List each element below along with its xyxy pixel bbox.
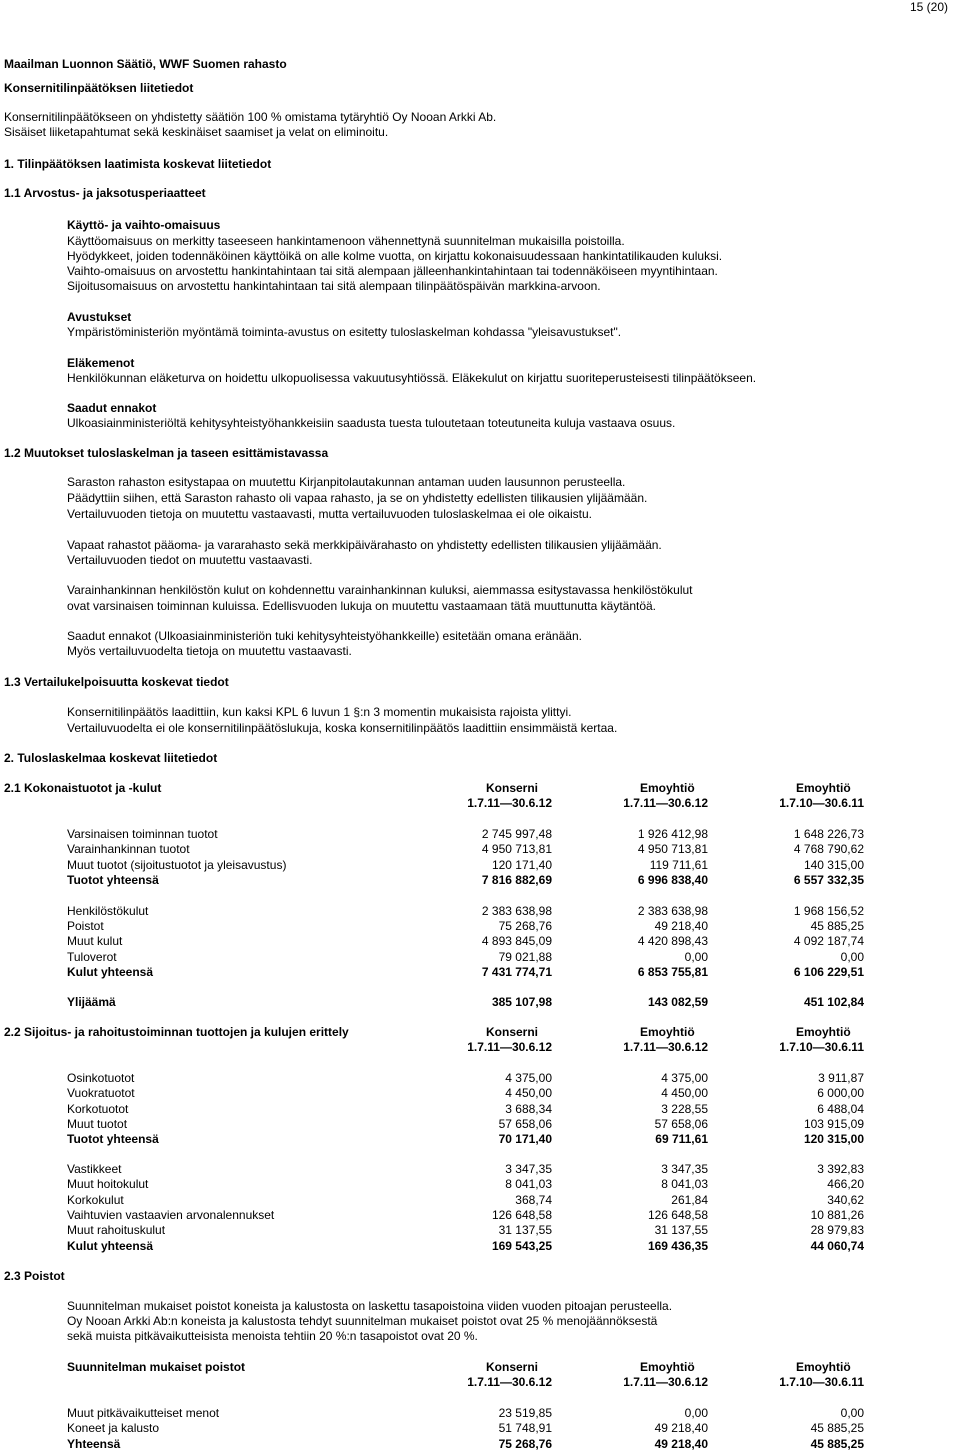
table-row-label: Vaihtuvien vastaavien arvonalennukset bbox=[67, 1207, 275, 1222]
table-row-label: Muut pitkävaikutteiset menot bbox=[67, 1406, 220, 1420]
table-cell-value: 31 137,55 bbox=[498, 1223, 552, 1238]
subheading-grants: Avustukset bbox=[67, 310, 132, 324]
paragraph-line: Sijoitusomaisuus on arvostettu hankintahintaan tai sitä alempaan tilinpäätöspäivän markkina-arvoon. bbox=[67, 279, 601, 293]
column-header: Konserni bbox=[486, 1360, 539, 1374]
table-row-label: Koneet ja kalusto bbox=[67, 1421, 160, 1436]
table-cell-value: 6 106 229,51 bbox=[793, 964, 864, 979]
table-row-label: Tuotot yhteensä bbox=[67, 1132, 159, 1147]
table-cell-value: 57 658,06 bbox=[654, 1116, 708, 1131]
table-cell-value: 4 420 898,43 bbox=[637, 934, 708, 949]
table-cell-value: 6 853 755,81 bbox=[637, 964, 708, 979]
table-cell-value: 126 648,58 bbox=[491, 1207, 552, 1222]
column-period: 1.7.10—30.6.11 bbox=[779, 796, 864, 810]
table-cell-value: 6 000,00 bbox=[817, 1086, 864, 1101]
table-cell-value: 57 658,06 bbox=[498, 1116, 552, 1131]
table-row-label: Yhteensä bbox=[67, 1436, 121, 1451]
table-cell-value: 4 450,00 bbox=[505, 1086, 552, 1101]
section-1-1-title: 1.1 Arvostus- ja jaksotusperiaatteet bbox=[4, 186, 206, 200]
paragraph-line: Ympäristöministeriön myöntämä toiminta-avustus on esitetty tuloslaskelman kohdassa "yleisavustukset". bbox=[67, 325, 622, 339]
column-header: Konserni bbox=[486, 1025, 539, 1039]
table-cell-value: 0,00 bbox=[840, 949, 864, 964]
column-period: 1.7.11—30.6.12 bbox=[467, 1040, 552, 1054]
table-cell-value: 3 392,83 bbox=[817, 1162, 864, 1176]
table-cell-value: 119 711,61 bbox=[649, 857, 708, 872]
paragraph-line: Päädyttiin siihen, että Saraston rahasto oli vapaa rahasto, ja se on yhdistetty edellisten tilikausien ylijäämään. bbox=[67, 491, 648, 505]
table-row-label: Kulut yhteensä bbox=[67, 1238, 154, 1253]
subheading-fixed-assets: Käyttö- ja vaihto-omaisuus bbox=[67, 218, 221, 232]
paragraph-line: Vertailuvuoden tiedot on muutettu vastaavasti. bbox=[67, 553, 313, 567]
table-cell-value: 70 171,40 bbox=[498, 1132, 552, 1147]
table-cell-value: 31 137,55 bbox=[654, 1223, 708, 1238]
table-row-label: Varsinaisen toiminnan tuotot bbox=[67, 827, 218, 841]
table-cell-value: 2 745 997,48 bbox=[481, 827, 552, 841]
section-1-2-title: 1.2 Muutokset tuloslaskelman ja taseen esittämistavassa bbox=[4, 446, 329, 460]
column-header: Emoyhtiö bbox=[640, 1025, 695, 1039]
table-cell-value: 6 996 838,40 bbox=[637, 872, 708, 887]
column-period: 1.7.11—30.6.12 bbox=[467, 796, 552, 810]
table-cell-value: 4 375,00 bbox=[505, 1071, 552, 1085]
table-cell-value: 3 228,55 bbox=[661, 1101, 708, 1116]
paragraph-line: Myös vertailuvuodelta tietoja on muutettu vastaavasti. bbox=[67, 644, 352, 658]
table-row-label: Muut tuotot (sijoitustuotot ja yleisavustus) bbox=[67, 857, 287, 872]
table-cell-value: 75 268,76 bbox=[498, 1436, 552, 1451]
section-1-title: 1. Tilinpäätöksen laatimista koskevat liitetiedot bbox=[4, 157, 272, 171]
table-cell-value: 261,84 bbox=[671, 1192, 708, 1207]
table-row-label: Muut tuotot bbox=[67, 1116, 128, 1131]
table-row-label: Korkokulut bbox=[67, 1192, 124, 1207]
paragraph-line: Vapaat rahastot pääoma- ja vararahasto sekä merkkipäivärahasto on yhdistetty edellisten tilikausien ylijäämään. bbox=[67, 538, 662, 552]
paragraph-line: Varainhankinnan henkilöstön kulut on kohdennettu varainhankinnan kuluksi, aiemmassa esitystavassa henkilöstökulut bbox=[67, 583, 693, 597]
subheading-pensions: Eläkemenot bbox=[67, 356, 135, 370]
subheading-advances: Saadut ennakot bbox=[67, 401, 157, 415]
table-cell-value: 44 060,74 bbox=[810, 1238, 864, 1253]
table-row-label: Muut rahoituskulut bbox=[67, 1223, 166, 1238]
paragraph-line: sekä muista pitkävaikutteisista menoista tehtiin 20 %:n tasapoistot ovat 20 %. bbox=[67, 1329, 478, 1343]
table-2-2-title: 2.2 Sijoitus- ja rahoitustoiminnan tuottojen ja kulujen erittely bbox=[4, 1025, 349, 1039]
table-cell-value: 7 816 882,69 bbox=[481, 872, 552, 887]
table-cell-value: 126 648,58 bbox=[647, 1207, 708, 1222]
table-cell-value: 140 315,00 bbox=[803, 857, 864, 872]
column-period: 1.7.11—30.6.12 bbox=[467, 1375, 552, 1389]
table-row-label: Henkilöstökulut bbox=[67, 904, 149, 918]
table-row-label: Tuotot yhteensä bbox=[67, 872, 159, 887]
table-row-label: Tuloverot bbox=[67, 949, 117, 964]
column-header: Emoyhtiö bbox=[796, 1025, 851, 1039]
paragraph-line: Vertailuvuodelta ei ole konsernitilinpäätöslukuja, koska konsernitilinpäätös laadittiin ensimmäistä kertaa. bbox=[67, 721, 618, 735]
table-row-label: Muut kulut bbox=[67, 934, 123, 949]
table-cell-value: 51 748,91 bbox=[498, 1421, 552, 1436]
page-number: 15 (20) bbox=[909, 0, 948, 14]
table-cell-value: 368,74 bbox=[515, 1192, 552, 1207]
paragraph-line: Saraston rahaston esitystapaa on muutettu Kirjanpitolautakunnan antaman uuden lausunnon perusteella. bbox=[67, 475, 626, 489]
table-row-label: Vuokratuotot bbox=[67, 1086, 135, 1101]
section-2-3-title: 2.3 Poistot bbox=[4, 1269, 65, 1283]
table-cell-value: 79 021,88 bbox=[498, 949, 552, 964]
table-row-label: Muut hoitokulut bbox=[67, 1177, 149, 1192]
table-cell-value: 4 893 845,09 bbox=[481, 934, 552, 949]
table-row-label: Vastikkeet bbox=[67, 1162, 122, 1176]
table-cell-value: 8 041,03 bbox=[505, 1177, 552, 1192]
table-cell-value: 6 488,04 bbox=[817, 1101, 864, 1116]
table-cell-value: 4 950 713,81 bbox=[481, 842, 552, 857]
table-cell-value: 103 915,09 bbox=[803, 1116, 864, 1131]
table-cell-value: 120 315,00 bbox=[803, 1132, 864, 1147]
paragraph-line: Suunnitelman mukaiset poistot koneista ja kalustosta on laskettu tasapoistoina viiden vuoden pitoajan perusteella. bbox=[67, 1299, 673, 1313]
table-2-1-title: 2.1 Kokonaistuotot ja -kulut bbox=[4, 781, 162, 795]
column-period: 1.7.10—30.6.11 bbox=[779, 1375, 864, 1389]
paragraph-line: Vertailuvuoden tietoja on muutettu vastaavasti, mutta vertailuvuoden tuloslaskelmaa ei ole oikaistu. bbox=[67, 507, 592, 521]
table-2-3-title: Suunnitelman mukaiset poistot bbox=[67, 1360, 246, 1374]
table-cell-value: 4 092 187,74 bbox=[793, 934, 864, 949]
column-period: 1.7.11—30.6.12 bbox=[623, 1040, 708, 1054]
intro-line: Konsernitilinpäätökseen on yhdistetty säätiön 100 % omistama tytäryhtiö Oy Nooan Arkki Ab. bbox=[4, 110, 497, 124]
table-cell-value: 3 911,87 bbox=[818, 1071, 864, 1085]
column-period: 1.7.11—30.6.12 bbox=[623, 796, 708, 810]
table-row-label: Poistot bbox=[67, 919, 104, 934]
table-row-label: Kulut yhteensä bbox=[67, 964, 154, 979]
table-cell-value: 75 268,76 bbox=[498, 919, 552, 934]
paragraph-line: Käyttöomaisuus on merkitty taseeseen hankintamenoon vähennettynä suunnitelman mukaisilla poistoilla. bbox=[67, 234, 625, 248]
table-cell-value: 28 979,83 bbox=[810, 1223, 864, 1238]
surplus-value: 385 107,98 bbox=[491, 995, 552, 1009]
table-cell-value: 3 688,34 bbox=[505, 1101, 552, 1116]
table-cell-value: 3 347,35 bbox=[661, 1162, 708, 1176]
column-period: 1.7.11—30.6.12 bbox=[623, 1375, 708, 1389]
surplus-value: 451 102,84 bbox=[803, 995, 864, 1009]
table-cell-value: 45 885,25 bbox=[810, 1421, 864, 1436]
table-cell-value: 1 968 156,52 bbox=[793, 904, 864, 918]
table-cell-value: 45 885,25 bbox=[810, 1436, 864, 1451]
column-header: Konserni bbox=[486, 781, 539, 795]
column-header: Emoyhtiö bbox=[796, 781, 851, 795]
paragraph-line: Oy Nooan Arkki Ab:n koneista ja kalustosta tehdyt suunnitelman mukaiset poistot ovat 25 % menojäännöksestä bbox=[67, 1314, 658, 1328]
table-cell-value: 45 885,25 bbox=[810, 919, 864, 934]
column-header: Emoyhtiö bbox=[640, 781, 695, 795]
table-cell-value: 120 171,40 bbox=[491, 857, 552, 872]
table-cell-value: 4 375,00 bbox=[661, 1071, 708, 1085]
table-cell-value: 6 557 332,35 bbox=[793, 872, 864, 887]
section-1-3-title: 1.3 Vertailukelpoisuutta koskevat tiedot bbox=[4, 675, 229, 689]
org-name: Maailman Luonnon Säätiö, WWF Suomen rahasto bbox=[4, 57, 287, 71]
surplus-value: 143 082,59 bbox=[647, 995, 708, 1009]
paragraph-line: ovat varsinaisen toiminnan kuluissa. Edellisvuoden lukuja on muutettu vastaamaan tätä muuttunutta käytäntöä. bbox=[67, 599, 657, 613]
surplus-label: Ylijäämä bbox=[67, 995, 116, 1009]
intro-line: Sisäiset liiketapahtumat sekä keskinäiset saamiset ja velat on eliminoitu. bbox=[4, 125, 389, 139]
table-cell-value: 7 431 774,71 bbox=[481, 964, 552, 979]
paragraph-line: Henkilökunnan eläketurva on hoidettu ulkopuolisessa vakuutusyhtiössä. Eläkekulut on kirjattu suoriteperusteisesti tilinpäätökseen. bbox=[67, 371, 757, 385]
table-cell-value: 169 543,25 bbox=[491, 1238, 552, 1253]
table-row-label: Korkotuotot bbox=[67, 1101, 129, 1116]
document-title: Konsernitilinpäätöksen liitetiedot bbox=[4, 81, 194, 95]
table-cell-value: 1 926 412,98 bbox=[637, 827, 708, 841]
section-2-title: 2. Tuloslaskelmaa koskevat liitetiedot bbox=[4, 751, 218, 765]
table-cell-value: 4 450,00 bbox=[661, 1086, 708, 1101]
table-cell-value: 340,62 bbox=[827, 1192, 864, 1207]
table-cell-value: 1 648 226,73 bbox=[793, 827, 864, 841]
table-cell-value: 49 218,40 bbox=[654, 919, 708, 934]
table-cell-value: 49 218,40 bbox=[654, 1421, 708, 1436]
table-cell-value: 0,00 bbox=[840, 1406, 864, 1420]
table-cell-value: 2 383 638,98 bbox=[637, 904, 708, 918]
table-cell-value: 466,20 bbox=[827, 1177, 864, 1192]
paragraph-line: Ulkoasiainministeriöltä kehitysyhteistyöhankkeisiin saadusta tuesta tuloutetaan toteutuneita kuluja vastaava osuus. bbox=[67, 416, 676, 430]
table-cell-value: 0,00 bbox=[684, 949, 708, 964]
table-cell-value: 0,00 bbox=[684, 1406, 708, 1420]
table-row-label: Osinkotuotot bbox=[67, 1071, 135, 1085]
paragraph-line: Saadut ennakot (Ulkoasiainministeriön tuki kehitysyhteistyöhankkeille) esitetään omana eränään. bbox=[67, 629, 582, 643]
table-cell-value: 4 950 713,81 bbox=[637, 842, 708, 857]
column-header: Emoyhtiö bbox=[640, 1360, 695, 1374]
table-cell-value: 4 768 790,62 bbox=[793, 842, 864, 857]
column-period: 1.7.10—30.6.11 bbox=[779, 1040, 864, 1054]
paragraph-line: Konsernitilinpäätös laadittiin, kun kaksi KPL 6 luvun 1 §:n 3 momentin mukaisista rajoista ylittyi. bbox=[67, 705, 572, 719]
table-cell-value: 23 519,85 bbox=[498, 1406, 552, 1420]
paragraph-line: Hyödykkeet, joiden todennäköinen käyttöikä on alle kolme vuotta, on kirjattu kokonaisuudessaan hankintatilikauden kuluksi. bbox=[67, 249, 723, 263]
column-header: Emoyhtiö bbox=[796, 1360, 851, 1374]
table-cell-value: 3 347,35 bbox=[505, 1162, 552, 1176]
table-cell-value: 49 218,40 bbox=[654, 1436, 708, 1451]
table-cell-value: 8 041,03 bbox=[661, 1177, 708, 1192]
table-cell-value: 10 881,26 bbox=[810, 1207, 864, 1222]
table-cell-value: 69 711,61 bbox=[655, 1132, 708, 1147]
table-cell-value: 169 436,35 bbox=[647, 1238, 708, 1253]
table-cell-value: 2 383 638,98 bbox=[481, 904, 552, 918]
table-row-label: Varainhankinnan tuotot bbox=[67, 842, 190, 857]
paragraph-line: Vaihto-omaisuus on arvostettu hankintahintaan tai sitä alempaan jälleenhankintahintaan tai todennäköiseen myyntihintaan. bbox=[67, 264, 718, 278]
